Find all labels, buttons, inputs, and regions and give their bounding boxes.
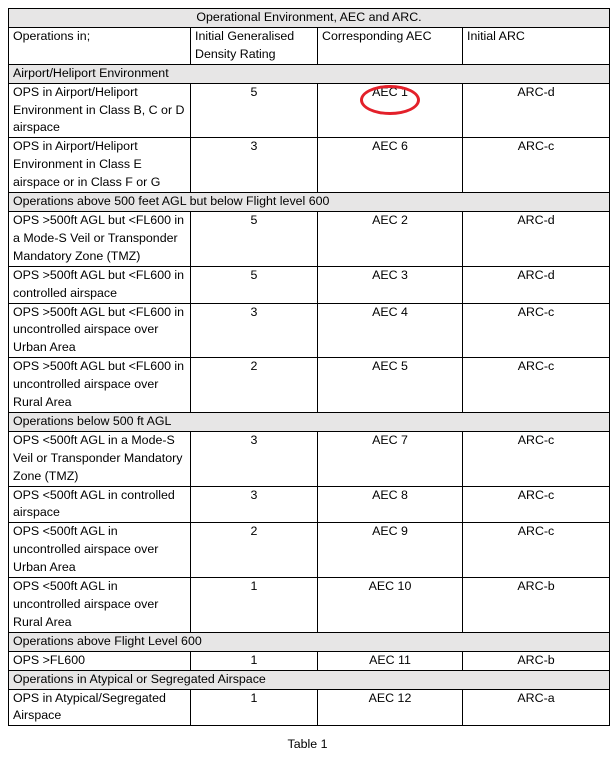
table-title: Operational Environment, AEC and ARC. bbox=[9, 9, 610, 28]
operations-cell: OPS <500ft AGL in controlled airspace bbox=[9, 486, 191, 523]
aec-cell: AEC 4 bbox=[318, 303, 463, 358]
density-rating-cell: 5 bbox=[191, 211, 318, 266]
operations-cell: OPS >500ft AGL but <FL600 in uncontrolled airspace over Rural Area bbox=[9, 358, 191, 413]
arc-cell: ARC-c bbox=[463, 303, 610, 358]
arc-cell: ARC-c bbox=[463, 358, 610, 413]
arc-cell: ARC-c bbox=[463, 523, 610, 578]
density-rating-cell: 3 bbox=[191, 486, 318, 523]
density-rating-cell: 3 bbox=[191, 431, 318, 486]
section-label: Operations in Atypical or Segregated Airspace bbox=[9, 670, 610, 689]
arc-cell: ARC-a bbox=[463, 689, 610, 726]
aec-cell: AEC 5 bbox=[318, 358, 463, 413]
section-row bbox=[9, 412, 610, 431]
section-label: Airport/Heliport Environment bbox=[9, 64, 610, 83]
arc-cell: ARC-c bbox=[463, 431, 610, 486]
arc-cell: ARC-c bbox=[463, 486, 610, 523]
header-corresponding-aec: Corresponding AEC bbox=[318, 27, 463, 64]
arc-cell: ARC-d bbox=[463, 83, 610, 138]
table-title-row bbox=[9, 9, 610, 28]
aec-cell: AEC 11 bbox=[318, 651, 463, 670]
operations-cell: OPS >FL600 bbox=[9, 651, 191, 670]
table-row bbox=[9, 523, 610, 578]
aec-cell: AEC 10 bbox=[318, 578, 463, 633]
table-row bbox=[9, 303, 610, 358]
density-rating-cell: 5 bbox=[191, 266, 318, 303]
table-row bbox=[9, 138, 610, 193]
operations-cell: OPS in Airport/Heliport Environment in Class E airspace or in Class F or G bbox=[9, 138, 191, 193]
section-row bbox=[9, 193, 610, 212]
table-row bbox=[9, 358, 610, 413]
operations-cell: OPS >500ft AGL but <FL600 in uncontrolled airspace over Urban Area bbox=[9, 303, 191, 358]
header-density-rating: Initial Generalised Density Rating bbox=[191, 27, 318, 64]
operations-cell: OPS in Airport/Heliport Environment in Class B, C or D airspace bbox=[9, 83, 191, 138]
table-row bbox=[9, 689, 610, 726]
density-rating-cell: 1 bbox=[191, 689, 318, 726]
density-rating-cell: 3 bbox=[191, 303, 318, 358]
aec-cell: AEC 9 bbox=[318, 523, 463, 578]
table-row bbox=[9, 83, 610, 138]
arc-cell: ARC-c bbox=[463, 138, 610, 193]
density-rating-cell: 2 bbox=[191, 523, 318, 578]
table-row bbox=[9, 211, 610, 266]
section-row bbox=[9, 632, 610, 651]
aec-arc-table bbox=[8, 8, 610, 726]
aec-cell: AEC 6 bbox=[318, 138, 463, 193]
operations-cell: OPS >500ft AGL but <FL600 in controlled airspace bbox=[9, 266, 191, 303]
operations-cell: OPS <500ft AGL in a Mode-S Veil or Transponder Mandatory Zone (TMZ) bbox=[9, 431, 191, 486]
operations-cell: OPS <500ft AGL in uncontrolled airspace over Urban Area bbox=[9, 523, 191, 578]
aec-cell: AEC 12 bbox=[318, 689, 463, 726]
table-row bbox=[9, 431, 610, 486]
table-row bbox=[9, 578, 610, 633]
arc-cell: ARC-b bbox=[463, 578, 610, 633]
table-row bbox=[9, 486, 610, 523]
header-initial-arc: Initial ARC bbox=[463, 27, 610, 64]
operations-cell: OPS >500ft AGL but <FL600 in a Mode-S Veil or Transponder Mandatory Zone (TMZ) bbox=[9, 211, 191, 266]
table-body bbox=[9, 64, 610, 726]
density-rating-cell: 3 bbox=[191, 138, 318, 193]
aec-cell: AEC 1 bbox=[318, 83, 463, 138]
operations-cell: OPS in Atypical/Segregated Airspace bbox=[9, 689, 191, 726]
table-row bbox=[9, 651, 610, 670]
header-operations: Operations in; bbox=[9, 27, 191, 64]
aec-cell: AEC 3 bbox=[318, 266, 463, 303]
arc-cell: ARC-d bbox=[463, 266, 610, 303]
density-rating-cell: 2 bbox=[191, 358, 318, 413]
arc-cell: ARC-b bbox=[463, 651, 610, 670]
section-row bbox=[9, 670, 610, 689]
density-rating-cell: 1 bbox=[191, 651, 318, 670]
section-label: Operations above Flight Level 600 bbox=[9, 632, 610, 651]
density-rating-cell: 1 bbox=[191, 578, 318, 633]
section-label: Operations below 500 ft AGL bbox=[9, 412, 610, 431]
aec-cell: AEC 2 bbox=[318, 211, 463, 266]
table-row bbox=[9, 266, 610, 303]
operations-cell: OPS <500ft AGL in uncontrolled airspace over Rural Area bbox=[9, 578, 191, 633]
table-caption: Table 1 bbox=[287, 737, 328, 751]
density-rating-cell: 5 bbox=[191, 83, 318, 138]
table-header-row bbox=[9, 27, 610, 64]
section-row bbox=[9, 64, 610, 83]
aec-cell: AEC 7 bbox=[318, 431, 463, 486]
section-label: Operations above 500 feet AGL but below Flight level 600 bbox=[9, 193, 610, 212]
arc-cell: ARC-d bbox=[463, 211, 610, 266]
aec-cell: AEC 8 bbox=[318, 486, 463, 523]
